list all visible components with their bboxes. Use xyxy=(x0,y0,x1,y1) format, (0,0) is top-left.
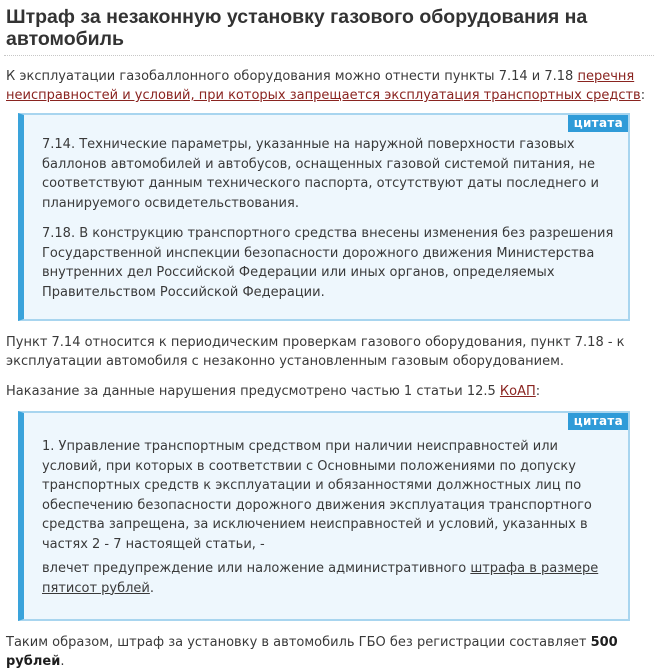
quote-paragraph-7-18: 7.18. В конструкцию транспортного средства внесены изменения без разрешения Государственной инспекции безопасности дорожного движения Министерства внутренних дел Российской Федерации или иных органов, определяемых Правительством Российской Федерации. xyxy=(42,226,614,300)
explanation-paragraph: Пункт 7.14 относится к периодическим проверкам газового оборудования, пункт 7.18 - к эксплуатации автомобиля с незаконно установленным газовым оборудованием. xyxy=(6,335,625,369)
penalty-colon: : xyxy=(535,384,541,399)
intro-colon: : xyxy=(640,88,646,103)
intro-paragraph xyxy=(6,67,646,105)
title-divider xyxy=(4,55,654,56)
quote-tag: цитата xyxy=(568,413,628,430)
quote-paragraph-7-14: 7.14. Технические параметры, указанные на наружной поверхности газовых баллонов автомобилей и автобусов, оснащенных газовой системой питания, не соответствуют данным технического паспорта, отсутствуют даты последнего и планируемого освидетельствования. xyxy=(42,137,599,211)
intro-text: К эксплуатации газобаллонного оборудования можно отнести пункты 7.14 и 7.18 xyxy=(6,69,578,84)
article-title: Штраф за незаконную установку газового оборудования на автомобиль xyxy=(6,6,588,50)
quote-block-rules xyxy=(18,113,630,321)
quote-paragraph-article-12-5: 1. Управление транспортным средством при наличии неисправностей или условий, при которых в соответствии с Основными положениями по допуску транспортных средств к эксплуатации и обязанностями должностных лиц по обеспечению безопасности дорожного движения эксплуатация транспортного средства запрещена, за исключением неисправностей и условий, указанных в частях 2 - 7 настоящей статьи, - xyxy=(42,439,592,552)
quote-block-koap xyxy=(18,411,630,621)
sanction-period: . xyxy=(149,580,155,596)
penalty-paragraph xyxy=(6,382,646,401)
conclusion-period: . xyxy=(60,654,65,669)
koap-link[interactable]: КоАП xyxy=(499,384,536,399)
fine-amount: 500 рублей xyxy=(6,635,618,669)
penalty-text: Наказание за данные нарушения предусмотрено частью 1 статьи 12.5 xyxy=(6,384,500,399)
fine-amount-link[interactable]: штрафа в размере пятисот рублей xyxy=(42,561,599,596)
conclusion-paragraph xyxy=(6,633,646,671)
regulation-list-link[interactable]: перечня неисправностей и условий, при которых запрещается эксплуатация транспортных средств xyxy=(6,69,641,103)
conclusion-text: Таким образом, штраф за установку в автомобиль ГБО без регистрации составляет xyxy=(6,635,591,650)
quote-paragraph-sanction xyxy=(42,559,614,598)
sanction-text: влечет предупреждение или наложение административного xyxy=(42,561,471,576)
quote-tag: цитата xyxy=(568,115,628,132)
